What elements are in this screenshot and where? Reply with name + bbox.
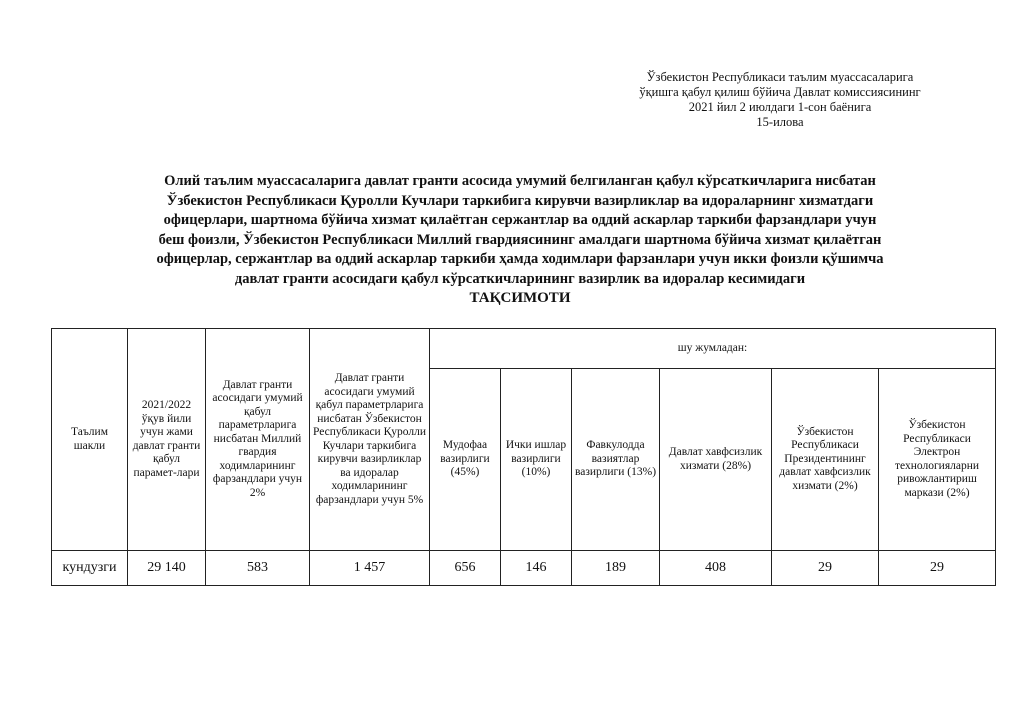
- header-note: [560, 70, 1000, 130]
- document-heading: ТАҚСИМОТИ: [469, 290, 571, 306]
- cell-value: 29: [772, 551, 879, 586]
- header-group: шу жумладан:: [430, 329, 996, 369]
- header-note-line: 2021 йил 2 июлдаги 1-сон баёнига: [688, 100, 872, 114]
- cell-value: 146: [501, 551, 572, 586]
- title-line: офицерлари, шартнома бўйича хизмат қилаётган сержантлар ва оддий аскарлар таркиби фарзандлари учун: [163, 212, 877, 229]
- cell-armed: 1 457: [310, 551, 430, 586]
- header-note-line: ўқишга қабул қилиш бўйича Давлат комиссиясининг: [639, 85, 921, 99]
- header-note-line: Ўзбекистон Республикаси таълим муассасаларига: [646, 70, 914, 84]
- cell-total: 29 140: [128, 551, 206, 586]
- header-armed: Давлат гранти асосидаги умумий қабул параметрларига нисбатан Ўзбекистон Республикаси Қуролли Кучлари таркибига кирувчи вазирликлар ва идоралар ходимларининг фарзандлари учун 5%: [310, 329, 430, 551]
- header-note-line: 15-илова: [756, 115, 804, 129]
- cell-value: 189: [572, 551, 660, 586]
- title-line: беш фоизли, Ўзбекистон Республикаси Миллий гвардиясининг амалдаги шартнома бўйича хизмат қилаётган: [158, 231, 882, 248]
- cell-guard: 583: [206, 551, 310, 586]
- title-line: Олий таълим муассасаларига давлат гранти асосида умумий белгиланган қабул кўрсаткичларига нисбатан: [164, 173, 876, 189]
- cell-form: кундузги: [52, 551, 128, 586]
- title-line: офицерлар, сержантлар ва оддий аскарлар таркиби ҳамда ходимлари фарзанлари учун икки фоизли қўшимча: [156, 251, 884, 268]
- header-sub: Мудофаа вазирлиги (45%): [430, 369, 501, 551]
- header-sub: Ўзбекистон Республикаси Электрон технологияларни ривожлантириш маркази (2%): [879, 369, 996, 551]
- title-line: Ўзбекистон Республикаси Қуролли Кучлари таркибига кирувчи вазирликлар ва идораларнинг хизматдаги: [166, 192, 874, 209]
- header-sub: Ўзбекистон Республикаси Президентининг давлат хавфсизлик хизмати (2%): [772, 369, 879, 551]
- cell-value: 656: [430, 551, 501, 586]
- header-total: 2021/2022 ўқув йили учун жами давлат гранти қабул парамет-лари: [128, 329, 206, 551]
- quota-table: [51, 328, 996, 586]
- cell-value: 29: [879, 551, 996, 586]
- cell-value: 408: [660, 551, 772, 586]
- table-row: [52, 551, 996, 586]
- header-guard: Давлат гранти асосидаги умумий қабул параметрларига нисбатан Миллий гвардия ходимларининг фарзандлари учун 2%: [206, 329, 310, 551]
- header-form: Таълим шакли: [52, 329, 128, 551]
- document-title: [60, 172, 980, 290]
- header-sub: Давлат хавфсизлик хизмати (28%): [660, 369, 772, 551]
- title-line: давлат гранти асосидаги қабул кўрсаткичларининг вазирлик ва идоралар кесимидаги: [234, 270, 806, 287]
- header-sub: Фавкулодда вазиятлар вазирлиги (13%): [572, 369, 660, 551]
- header-sub: Ички ишлар вазирлиги (10%): [501, 369, 572, 551]
